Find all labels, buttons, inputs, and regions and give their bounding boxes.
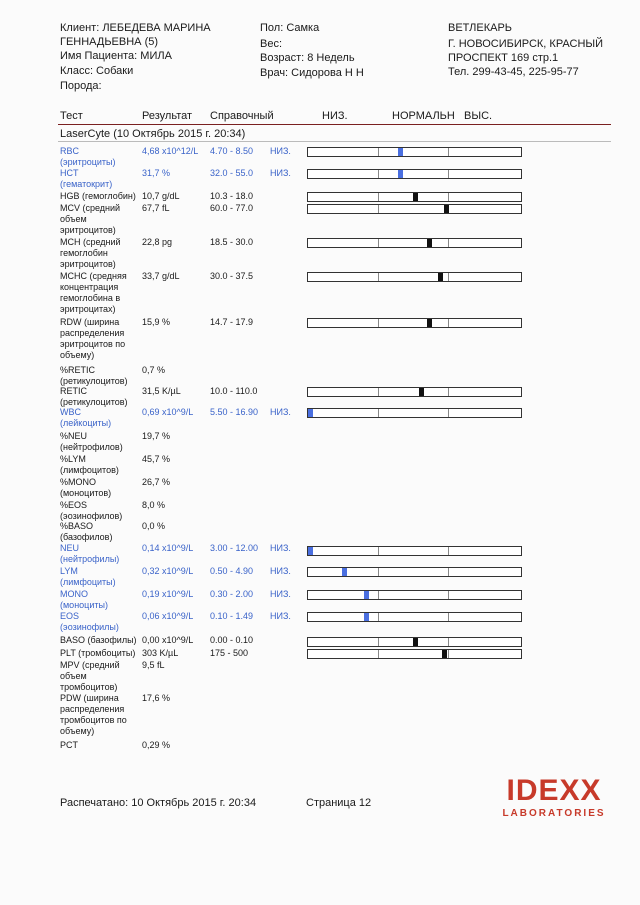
test-reference: 60.0 - 77.0 (210, 203, 254, 213)
test-reference: 5.50 - 16.90 (210, 407, 259, 417)
test-flag: НИЗ. (270, 146, 291, 156)
range-bar (307, 637, 522, 647)
range-bar-divider-low (378, 193, 379, 201)
test-reference: 175 - 500 (210, 648, 249, 658)
range-bar (307, 387, 522, 397)
test-result: 0,7 % (142, 365, 166, 375)
range-bar-divider-high (448, 591, 449, 599)
test-result: 0,06 x10^9/L (142, 611, 194, 621)
test-name: %MONO (моноцитов) (60, 477, 112, 498)
range-marker (342, 568, 347, 576)
range-marker (427, 239, 432, 247)
patient-name: Имя Пациента: МИЛА (60, 50, 172, 62)
test-reference: 0.00 - 0.10 (210, 635, 254, 645)
doctor-name: Врач: Сидорова Н Н (260, 67, 364, 79)
patient-breed: Порода: (60, 80, 102, 92)
clinic-address-line2: ПРОСПЕКТ 169 стр.1 (448, 52, 559, 64)
test-result: 0,00 x10^9/L (142, 635, 194, 645)
col-high: ВЫС. (464, 110, 493, 122)
range-bar-divider-high (448, 170, 449, 178)
test-result: 31,7 % (142, 168, 171, 178)
range-bar-divider-high (448, 409, 449, 417)
test-flag: НИЗ. (270, 168, 291, 178)
test-result: 9,5 fL (142, 660, 165, 670)
range-marker (419, 388, 424, 396)
range-bar-divider-low (378, 638, 379, 646)
test-reference: 30.0 - 37.5 (210, 271, 254, 281)
range-bar-divider-high (448, 239, 449, 247)
section-rule (58, 141, 611, 142)
range-marker (364, 613, 369, 621)
range-bar (307, 318, 522, 328)
range-bar-divider-low (378, 591, 379, 599)
idexx-logo-brand: IDEXX (506, 774, 602, 807)
range-bar (307, 567, 522, 577)
test-result: 22,8 pg (142, 237, 173, 247)
range-marker (398, 170, 403, 178)
patient-age: Возраст: 8 Недель (260, 52, 355, 64)
test-name: PDW (ширина распределения тромбоцитов по объему) (60, 693, 127, 736)
test-name: LYM (лимфоциты) (60, 566, 116, 587)
test-reference: 14.7 - 17.9 (210, 317, 254, 327)
range-bar-divider-low (378, 409, 379, 417)
test-name: RDW (ширина распределения эритроцитов по объему) (60, 317, 126, 360)
test-name: BASO (базофилы) (60, 635, 137, 645)
range-bar-divider-high (448, 319, 449, 327)
range-bar-divider-low (378, 650, 379, 658)
test-name: %NEU (нейтрофилов) (60, 431, 123, 452)
patient-class: Класс: Собаки (60, 65, 134, 77)
test-result: 33,7 g/dL (142, 271, 180, 281)
clinic-address-line1: Г. НОВОСИБИРСК, КРАСНЫЙ (448, 38, 604, 50)
range-marker (413, 638, 418, 646)
client-name-line1: ЛЕБЕДЕВА МАРИНА (102, 22, 211, 34)
range-bar-divider-low (378, 205, 379, 213)
range-bar-divider-low (378, 319, 379, 327)
range-bar-divider-high (448, 650, 449, 658)
test-name: PLT (тромбоциты) (60, 648, 136, 658)
range-bar-divider-high (448, 613, 449, 621)
patient-weight: Вес: (260, 38, 283, 50)
test-reference: 32.0 - 55.0 (210, 168, 254, 178)
test-result: 4,68 x10^12/L (142, 146, 199, 156)
test-flag: НИЗ. (270, 589, 291, 599)
test-name: MONO (моноциты) (60, 589, 108, 610)
test-name: %EOS (эозинофилов) (60, 500, 123, 521)
client-label (60, 22, 211, 35)
test-name: MPV (средний объем тромбоцитов) (60, 660, 120, 692)
test-name: MCH (средний гемоглобин эритроцитов) (60, 237, 121, 269)
client-label-text: Клиент: (60, 22, 100, 34)
range-bar (307, 590, 522, 600)
test-flag: НИЗ. (270, 611, 291, 621)
range-bar-divider-high (448, 193, 449, 201)
test-result: 67,7 fL (142, 203, 170, 213)
test-result: 45,7 % (142, 454, 171, 464)
range-bar-divider-high (448, 638, 449, 646)
clinic-name: ВЕТЛЕКАРЬ (448, 22, 513, 34)
test-result: 0,29 % (142, 740, 171, 750)
col-normal: НОРМАЛЬН (392, 110, 455, 122)
test-name: RBC (эритроциты) (60, 146, 116, 167)
range-bar-divider-low (378, 273, 379, 281)
range-marker (413, 193, 418, 201)
test-result: 8,0 % (142, 500, 166, 510)
range-marker (438, 273, 443, 281)
col-low: НИЗ. (322, 110, 348, 122)
test-reference: 10.3 - 18.0 (210, 191, 254, 201)
test-reference: 0.30 - 2.00 (210, 589, 254, 599)
test-flag: НИЗ. (270, 543, 291, 553)
col-test: Тест (60, 110, 83, 122)
test-name: MCV (средний объем эритроцитов) (60, 203, 121, 235)
range-bar (307, 238, 522, 248)
test-name: RETIC (ретикулоцитов) (60, 386, 128, 407)
range-bar-divider-high (448, 547, 449, 555)
range-bar-divider-low (378, 170, 379, 178)
col-reference: Справочный (210, 110, 274, 122)
range-marker (308, 547, 313, 555)
test-result: 0,69 x10^9/L (142, 407, 194, 417)
printed-date: Распечатано: 10 Октябрь 2015 г. 20:34 (60, 797, 257, 809)
range-marker (444, 205, 449, 213)
test-reference: 10.0 - 110.0 (210, 386, 258, 396)
range-bar (307, 169, 522, 179)
test-result: 303 K/µL (142, 648, 179, 658)
patient-sex: Пол: Самка (260, 22, 320, 34)
range-bar (307, 204, 522, 214)
test-name: %LYM (лимфоцитов) (60, 454, 119, 475)
range-bar-divider-low (378, 547, 379, 555)
test-name: %RETIC (ретикулоцитов) (60, 365, 128, 386)
range-bar-divider-high (448, 568, 449, 576)
test-result: 0,0 % (142, 521, 166, 531)
range-marker (442, 650, 447, 658)
test-flag: НИЗ. (270, 407, 291, 417)
range-bar-divider-high (448, 273, 449, 281)
test-reference: 0.10 - 1.49 (210, 611, 254, 621)
idexx-logo (498, 774, 610, 819)
test-reference: 18.5 - 30.0 (210, 237, 254, 247)
test-name: PCT (60, 740, 78, 750)
test-name: WBC (лейкоциты) (60, 407, 112, 428)
range-bar-divider-low (378, 613, 379, 621)
range-bar-divider-low (378, 388, 379, 396)
range-bar (307, 612, 522, 622)
range-marker (364, 591, 369, 599)
test-name: HCT (гематокрит) (60, 168, 113, 189)
test-result: 15,9 % (142, 317, 171, 327)
test-result: 31,5 K/µL (142, 386, 181, 396)
range-bar-divider-low (378, 148, 379, 156)
test-reference: 3.00 - 12.00 (210, 543, 259, 553)
test-result: 19,7 % (142, 431, 171, 441)
test-result: 10,7 g/dL (142, 191, 180, 201)
test-reference: 4.70 - 8.50 (210, 146, 254, 156)
range-marker (308, 409, 313, 417)
range-bar (307, 408, 522, 418)
page-number: Страница 12 (306, 797, 372, 809)
range-bar (307, 272, 522, 282)
range-bar-divider-low (378, 568, 379, 576)
test-name: EOS (эозинофилы) (60, 611, 119, 632)
range-bar (307, 546, 522, 556)
clinic-phone: Тел. 299-43-45, 225-95-77 (448, 66, 579, 78)
range-bar (307, 649, 522, 659)
client-name-line2: ГЕННАДЬЕВНА (5) (60, 36, 159, 48)
test-name: MCHC (средняя концентрация гемоглобина в эритроцитах) (60, 271, 127, 314)
test-name: HGB (гемоглобин) (60, 191, 136, 201)
range-marker (427, 319, 432, 327)
test-result: 26,7 % (142, 477, 171, 487)
test-name: NEU (нейтрофилы) (60, 543, 120, 564)
range-bar (307, 192, 522, 202)
test-name: %BASO (базофилов) (60, 521, 113, 542)
idexx-logo-sub: LABORATORIES (502, 808, 606, 819)
range-bar (307, 147, 522, 157)
range-bar-divider-low (378, 239, 379, 247)
range-marker (398, 148, 403, 156)
test-result: 0,32 x10^9/L (142, 566, 194, 576)
test-reference: 0.50 - 4.90 (210, 566, 254, 576)
header-rule (58, 124, 611, 125)
col-result: Результат (142, 110, 193, 122)
test-flag: НИЗ. (270, 566, 291, 576)
test-result: 0,14 x10^9/L (142, 543, 194, 553)
range-bar-divider-high (448, 148, 449, 156)
test-result: 17,6 % (142, 693, 171, 703)
section-title: LaserCyte (10 Октябрь 2015 г. 20:34) (60, 128, 246, 140)
range-bar-divider-high (448, 388, 449, 396)
test-result: 0,19 x10^9/L (142, 589, 194, 599)
